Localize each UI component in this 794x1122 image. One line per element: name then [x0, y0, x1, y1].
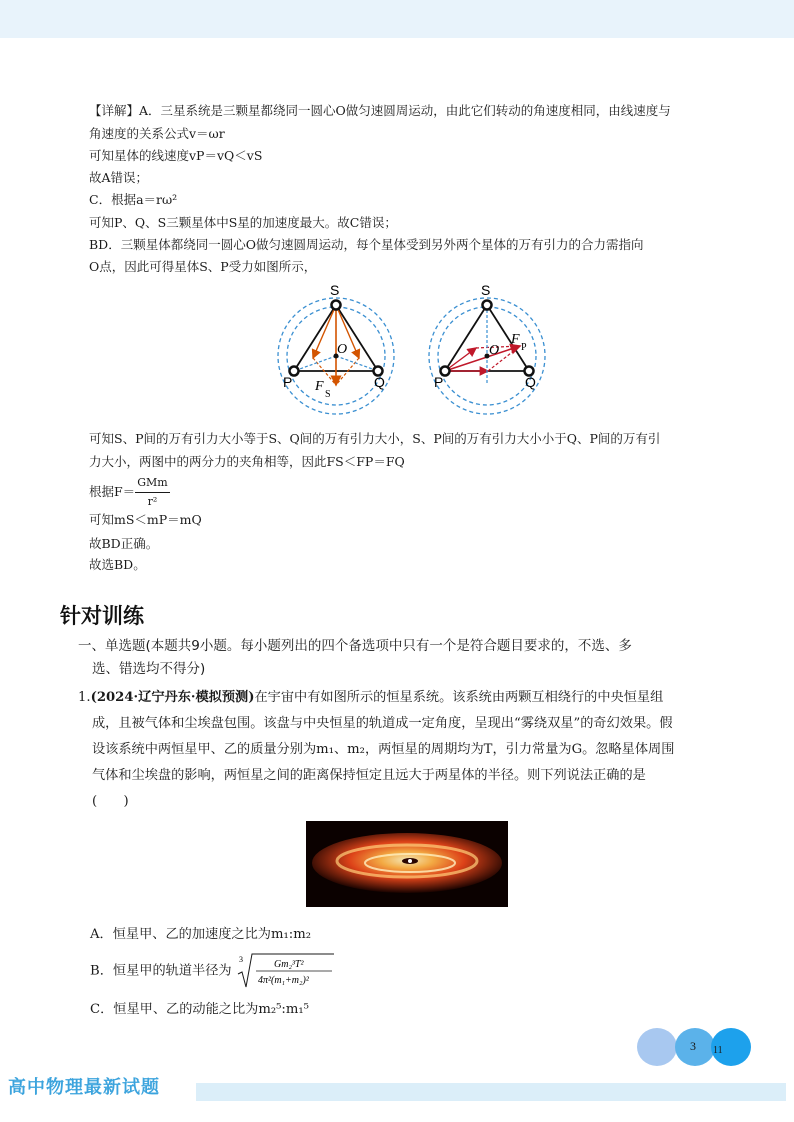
force-arrow: [313, 305, 336, 358]
label-f: F: [315, 379, 324, 394]
fraction-denominator: r²: [147, 495, 158, 508]
label-f-sub: P: [521, 342, 527, 353]
option-b-prefix: B．恒星甲的轨道半径为: [90, 963, 232, 979]
explanation-line: 故A错误；: [89, 170, 149, 185]
label-q: Q: [525, 374, 536, 390]
explanation-line: 力大小，两图中的两分力的夹角相等，因此FS＜FP＝FQ: [89, 454, 405, 469]
label-o: O: [489, 343, 500, 358]
question-line: 气体和尘埃盘的影响，两恒星之间的距离保持恒定且远大于两星体的半径。则下列说法正确的是: [92, 768, 646, 783]
label-s: S: [330, 282, 340, 298]
footer-bar: [196, 1083, 786, 1101]
root-numerator: Gm₂³T²: [273, 959, 304, 970]
dashed-line: [336, 356, 378, 371]
label-q: Q: [374, 374, 385, 390]
footer-logo: 高中物理最新试题: [8, 1077, 160, 1098]
force-arrow: [445, 346, 520, 371]
root-denominator: 4π²(m₁+m₂)²: [257, 975, 309, 986]
fraction: [135, 474, 169, 511]
dust-disk-image: [306, 821, 508, 907]
label-o: O: [337, 342, 348, 357]
explanation-line: 故BD正确。: [89, 536, 159, 551]
question-source: (2024·辽宁丹东·模拟预测): [90, 690, 255, 705]
explanation-line: C．根据a＝rω²: [89, 192, 178, 207]
label-p: P: [283, 374, 293, 390]
page-total: 11: [713, 1045, 723, 1056]
root-sign: [236, 952, 336, 990]
question-text: 在宇宙中有如图所示的恒星系统。该系统由两颗互相绕行的中央恒星组: [254, 690, 664, 705]
explanation-line: 可知mS＜mP＝mQ: [89, 512, 202, 527]
question-number: 1.: [78, 690, 91, 705]
question-line: [78, 688, 663, 708]
label-f: F: [511, 332, 520, 347]
label-f-sub: S: [325, 389, 331, 400]
header-band: [0, 0, 794, 38]
star-s: [483, 301, 492, 310]
right-figure: [429, 282, 545, 414]
force-diagram: [270, 280, 570, 419]
explanation-line: O点，因此可得星体S、P受力如图所示，: [89, 259, 317, 274]
explanation-line: 【详解】A．三星系统是三颗星都绕同一圆心O做匀速圆周运动，由此它们转动的角速度相同，由线速度与: [89, 103, 671, 118]
page-dot: [637, 1028, 677, 1066]
explanation-line: 可知S、P间的万有引力大小等于S、Q间的万有引力大小，S、P间的万有引力大小小于Q、P间的万有引: [89, 431, 661, 446]
formula-line: [89, 474, 170, 511]
dust-disk-svg: [306, 821, 508, 907]
star-s: [332, 301, 341, 310]
section-subtitle: 一、单选题(本题共9小题。每小题列出的四个备选项中只有一个是符合题目要求的，不选、多: [78, 638, 632, 654]
explanation-line: 故选BD。: [89, 557, 146, 572]
page-number: 3: [690, 1039, 696, 1053]
section-title: 针对训练: [60, 604, 144, 628]
force-arrow: [445, 348, 476, 371]
explanation-line: BD．三颗星体都绕同一圆心O做匀速圆周运动，每个星体受到另外两个星体的万有引力的合力需指向: [89, 237, 644, 252]
option-a: A．恒星甲、乙的加速度之比为m₁:m₂: [90, 927, 311, 942]
label-s: S: [481, 282, 491, 298]
answer-paren: ( ): [92, 794, 129, 809]
label-p: P: [434, 374, 444, 390]
explanation-line: 可知P、Q、S三颗星体中S星的加速度最大。故C错误；: [89, 215, 397, 230]
force-diagram-svg: [270, 280, 570, 415]
left-figure: [278, 282, 394, 414]
explanation-line: 角速度的关系公式v＝ωr: [89, 126, 225, 141]
option-c: C．恒星甲、乙的动能之比为m₂⁵:m₁⁵: [90, 1002, 309, 1017]
formula-prefix: 根据F＝: [89, 484, 136, 499]
question-line: 成，且被气体和尘埃盘包围。该盘与中央恒星的轨道成一定角度，呈现出“雾绕双星”的奇幻效果。假: [92, 716, 673, 731]
cube-root: [236, 952, 336, 990]
fraction-numerator: GMm: [135, 474, 169, 493]
dashed-line: [294, 356, 336, 371]
root-index: 3: [238, 955, 243, 964]
question-line: 设该系统中两恒星甲、乙的质量分别为m₁、m₂，两恒星的周期均为T，引力常量为G。忽略星体周围: [92, 742, 675, 757]
explanation-line: 可知星体的线速度vP＝vQ＜vS: [89, 148, 263, 163]
option-b: [90, 952, 336, 990]
section-subtitle: 选、错选均不得分): [92, 661, 206, 677]
